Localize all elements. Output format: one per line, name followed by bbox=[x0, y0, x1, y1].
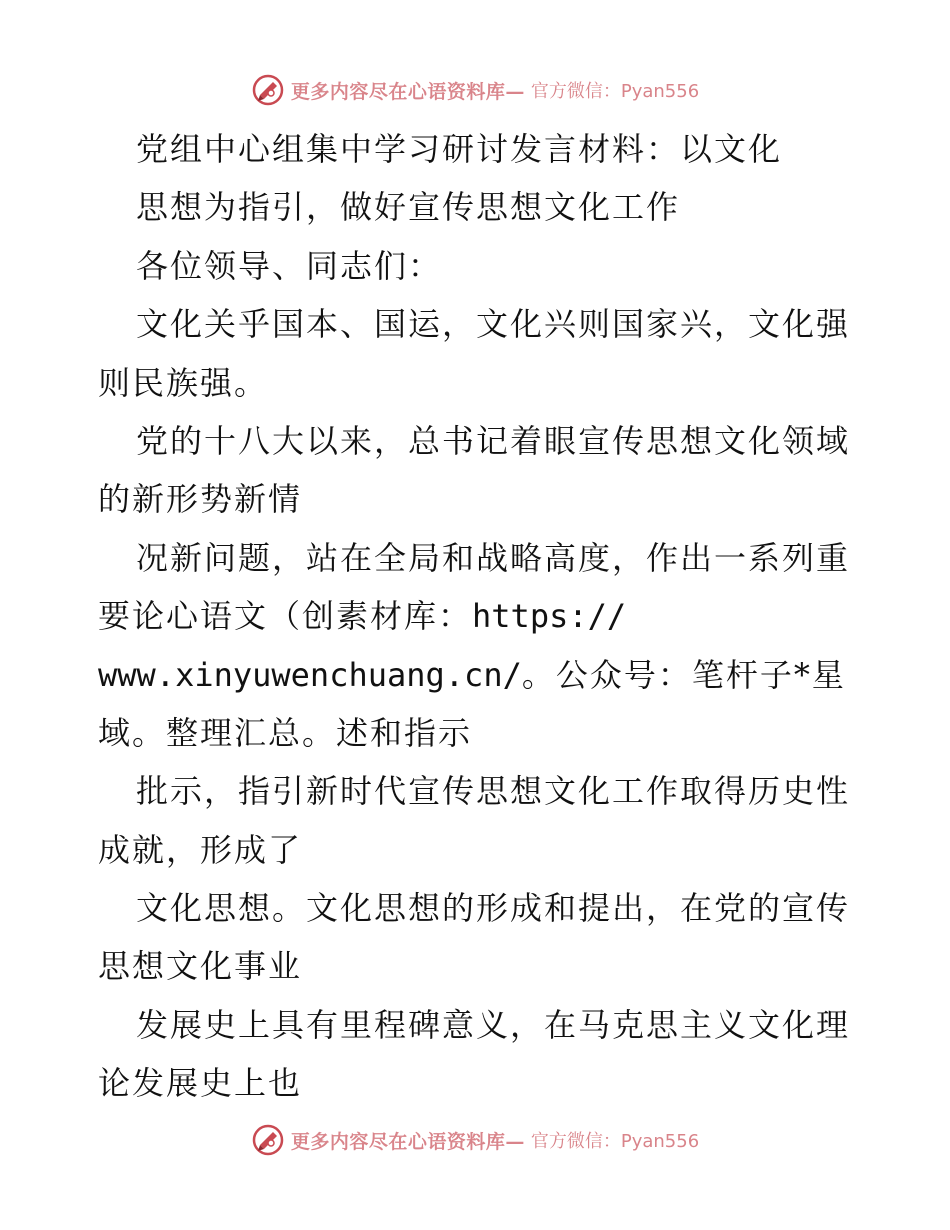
paragraph-3-line-1: 况新问题，站在全局和战略高度，作出一系列重 bbox=[136, 538, 851, 577]
document-title-line-2: 思想为指引，做好宣传思想文化工作 bbox=[136, 188, 681, 227]
document-body bbox=[98, 120, 858, 1113]
paragraph-3-line-3-text: 。公众号：笔杆子*星 bbox=[521, 655, 846, 694]
salutation: 各位领导、同志们： bbox=[136, 246, 443, 285]
paragraph-4-line-2: 成就，形成了 bbox=[98, 830, 303, 869]
paragraph-3-line-4: 域。整理汇总。述和指示 bbox=[98, 713, 473, 752]
paragraph-2-line-1: 党的十八大以来，总书记着眼宣传思想文化领域 bbox=[136, 421, 851, 460]
paragraph-3-line-3 bbox=[98, 646, 858, 704]
brand-logo-icon bbox=[251, 1123, 285, 1157]
source-url-part-2: www.xinyuwenchuang.cn/ bbox=[98, 655, 522, 694]
paragraph-2-line-2: 的新形势新情 bbox=[98, 480, 303, 519]
paragraph-5-line-1: 文化思想。文化思想的形成和提出，在党的宣传 bbox=[136, 889, 851, 928]
paragraph-6-line-1: 发展史上具有里程碑意义，在马克思主义文化理 bbox=[136, 1005, 851, 1044]
paragraph-3-line-2 bbox=[98, 587, 858, 645]
brand-logo-icon bbox=[251, 73, 285, 107]
banner-main-text: 更多内容尽在心语资料库— bbox=[290, 80, 525, 103]
banner-main-text: 更多内容尽在心语资料库— bbox=[290, 1130, 525, 1153]
banner-wechat-text: 官方微信：Pyan556 bbox=[530, 81, 700, 102]
header-banner bbox=[0, 70, 950, 110]
paragraph-3-line-2-text: 要论心语文（创素材库： bbox=[98, 597, 473, 636]
footer-banner bbox=[0, 1120, 950, 1160]
source-url-part-1: https:// bbox=[472, 597, 627, 636]
banner-wechat-text: 官方微信：Pyan556 bbox=[530, 1131, 700, 1152]
paragraph-6-line-2: 论发展史上也 bbox=[98, 1064, 303, 1103]
paragraph-1-line-1: 文化关乎国本、国运，文化兴则国家兴，文化强 bbox=[136, 305, 851, 344]
document-title-line-1: 党组中心组集中学习研讨发言材料：以文化 bbox=[136, 130, 783, 168]
paragraph-1-line-2: 则民族强。 bbox=[98, 363, 269, 402]
paragraph-5-line-2: 思想文化事业 bbox=[98, 947, 303, 986]
paragraph-4-line-1: 批示，指引新时代宣传思想文化工作取得历史性 bbox=[136, 772, 851, 811]
